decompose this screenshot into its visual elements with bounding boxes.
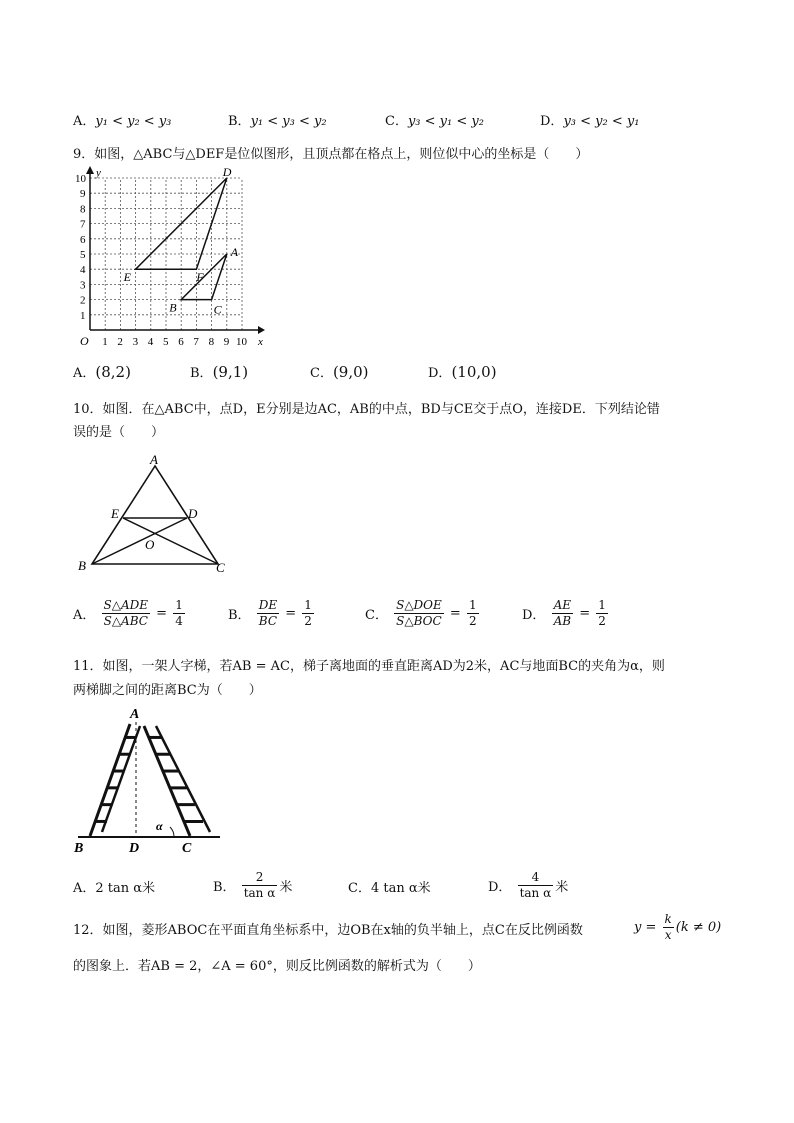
point-e-label: E <box>123 270 131 285</box>
y-tick-label: 9 <box>80 188 86 201</box>
q8-option-a: A．y₁ < y₂ < y₃ <box>73 114 172 129</box>
q9-x-arrow <box>258 326 265 334</box>
q11-option-c: C．4 tan α米 <box>348 881 431 896</box>
ladder-c-label: C <box>182 841 192 854</box>
ladder-d-label: D <box>129 841 140 854</box>
x-tick-label: 10 <box>236 336 247 348</box>
y-tick-label: 6 <box>80 233 86 246</box>
y-tick-label: 5 <box>80 249 86 261</box>
x-tick-label: 3 <box>132 336 139 348</box>
q9-option-a: A．(8,2) <box>73 363 131 381</box>
triangle-def <box>136 178 227 269</box>
point-a-label: A <box>230 245 239 259</box>
q8-option-b: B．y₁ < y₃ < y₂ <box>228 114 327 129</box>
y-tick-label: 4 <box>80 264 86 277</box>
q11-stem-line2: 两梯脚之间的距离BC为（ ） <box>73 683 262 698</box>
x-tick-label: 8 <box>208 336 215 348</box>
q9-origin-label: O <box>80 334 89 348</box>
q9-y-ticks <box>75 173 87 322</box>
y-tick-label: 8 <box>80 203 86 216</box>
point-d-label: D <box>222 165 232 179</box>
q9-x-label: x <box>258 336 263 348</box>
q12-stem-line1: 12．如图，菱形ABOC在平面直角坐标系中，边OB在x轴的负半轴上，点C在反比例函数 <box>73 923 583 938</box>
point-o-label: O <box>145 537 155 552</box>
q10-stem-line1: 10．如图．在△ABC中，点D，E分别是边AC，AB的中点，BD与CE交于点O，连接DE．下列结论错 <box>73 402 660 417</box>
point-f-label: F <box>196 270 204 285</box>
q8-option-d: D．y₃ < y₂ < y₁ <box>540 114 640 129</box>
y-tick-label: 1 <box>80 309 86 322</box>
point-c-label: C <box>213 302 222 317</box>
y-tick-label: 2 <box>80 294 86 307</box>
q9-option-c: C．(9,0) <box>310 363 369 381</box>
angle-alpha-label: α <box>156 819 163 833</box>
q11-option-b: B． $\frac{2}{\text{tan α}}$ 米 <box>213 870 293 900</box>
vertex-a-label: A <box>150 452 158 467</box>
x-tick-label: 5 <box>163 336 169 348</box>
vertex-b-label: B <box>78 558 86 573</box>
q10-stem-line2: 误的是（ ） <box>73 425 165 440</box>
left-ladder-rail-inner <box>102 726 140 832</box>
q9-option-d: D．(10,0) <box>428 363 497 381</box>
q9-option-b: B．(9,1) <box>190 363 249 381</box>
q9-y-label: y <box>96 167 101 179</box>
q10-option-b: B． $\frac{DE}{BC}$ = $\frac{1}{2}$ <box>228 598 312 628</box>
ladder-a-label: A <box>130 707 140 722</box>
x-tick-label: 7 <box>193 336 199 348</box>
q11-ladder-figure <box>70 706 230 854</box>
q10-option-c: C． $\frac{\text{S△DOE}}{\text{S△BOC}}$ = $\frac{1}{2}$ <box>365 598 477 628</box>
q11-option-d: D． $\frac{4}{\text{tan α}}$ 米 <box>488 870 569 900</box>
y-tick-label: 7 <box>80 218 86 231</box>
point-e-label: E <box>111 506 119 521</box>
x-tick-label: 9 <box>223 336 230 348</box>
q11-stem-line1: 11．如图，一架人字梯，若AB = AC，梯子离地面的垂直距离AD为2米，AC与地面BC的夹角为α，则 <box>73 659 665 674</box>
x-tick-label: 4 <box>147 336 154 348</box>
q11-option-a: A．2 tan α米 <box>73 881 156 896</box>
q9-y-arrow <box>86 166 94 174</box>
q10-option-a: A． $\frac{\text{S△ADE}}{\text{S△ABC}}$ = $\frac{1}{4}$ <box>73 598 183 628</box>
q10-option-d: D． $\frac{AE}{AB}$ = $\frac{1}{2}$ <box>522 598 606 628</box>
ladder-b-label: B <box>74 841 84 854</box>
y-tick-label: 3 <box>80 279 86 292</box>
x-tick-label: 1 <box>102 336 108 348</box>
q9-stem: 9．如图，△ABC与△DEF是位似图形，且顶点都在格点上，则位似中心的坐标是（ ） <box>73 147 589 162</box>
y-tick-label: 10 <box>75 173 86 185</box>
q10-triangle-figure <box>70 452 240 578</box>
x-tick-label: 6 <box>178 336 184 348</box>
triangle-abc <box>181 254 227 300</box>
point-d-label: D <box>188 506 198 521</box>
q12-function-expression: y = $\frac{k}{x}$ (k ≠ 0) <box>634 912 722 942</box>
q9-grid-figure <box>70 164 270 356</box>
vertex-c-label: C <box>216 560 225 575</box>
q12-stem-line2: 的图象上．若AB = 2，∠A = 60°，则反比例函数的解析式为（ ） <box>73 959 481 974</box>
angle-alpha-arc <box>170 827 174 837</box>
point-b-label: B <box>169 300 177 315</box>
left-ladder-rail-outer <box>90 724 130 836</box>
q9-x-ticks <box>102 336 247 348</box>
x-tick-label: 2 <box>117 336 123 348</box>
q8-option-c: C．y₃ < y₁ < y₂ <box>385 114 484 129</box>
